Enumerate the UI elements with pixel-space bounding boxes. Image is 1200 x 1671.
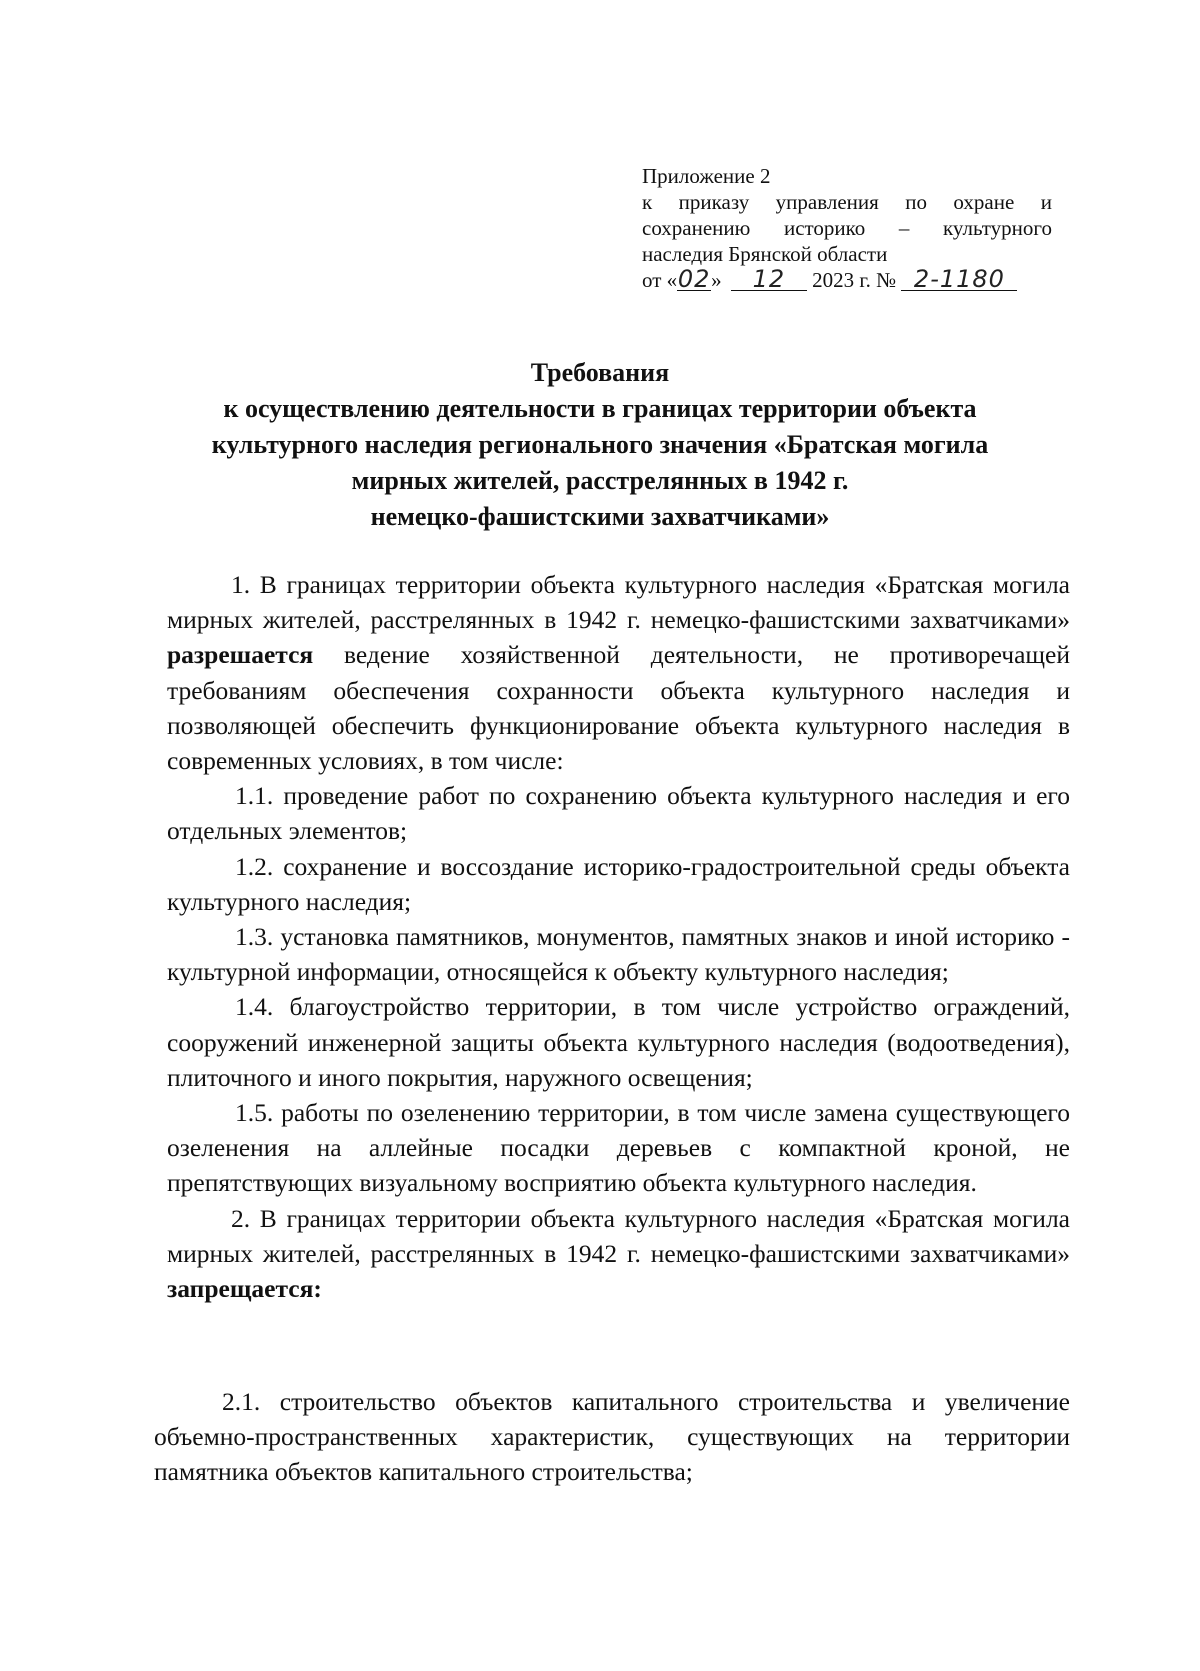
order-reference-line: сохранению историко – культурного (642, 216, 1052, 240)
order-reference-line: к приказу управления по охране и (642, 190, 1052, 214)
title-line: мирных жителей, расстрелянных в 1942 г. (351, 466, 849, 495)
order-date-line (642, 267, 1052, 293)
document-body-continued (154, 1384, 1070, 1490)
section-2-text: 2. В границах территории объекта культурного наследия «Братская могила мирных жителей, расстрелянных в 1942 г. немецко-фашистскими захватчиками» (167, 1203, 1070, 1268)
section-1-text-cont: ведение хозяйственной деятельности, не противоречащей требованиям обеспечения сохранности объекта культурного наследия и позволяющей обеспечить функционирование объекта культурного наследия в современных условиях, в том числе: (167, 640, 1071, 776)
item-1-5: 1.5. работы по озеленению территории, в том числе замена существующего озеленения на аллейные посадки деревьев с компактной кроной, не препятствующих визуальному восприятию объекта культурного наследия. (167, 1098, 1070, 1198)
date-quote: » (711, 268, 722, 292)
item-1-3: 1.3. установка памятников, монументов, памятных знаков и иной историко - культурной информации, относящейся к объекту культурного наследия; (167, 922, 1070, 987)
item-1-4: 1.4. благоустройство территории, в том числе устройство ограждений, сооружений инженерной защиты объекта культурного наследия (водоотведения), плиточного и иного покрытия, наружного освещения; (167, 992, 1070, 1092)
title-line: культурного наследия регионального значения «Братская могила (211, 430, 989, 459)
handwritten-day: 02 (677, 265, 711, 293)
title-line: Требования (530, 358, 670, 387)
item-1-2: 1.2. сохранение и воссоздание историко-градостроительной среды объекта культурного наследия; (167, 851, 1070, 916)
section-1-keyword: разрешается (167, 640, 314, 670)
approval-header (642, 163, 1052, 293)
document-title (150, 355, 1050, 535)
title-line: немецко-фашистскими захватчиками» (370, 502, 830, 531)
section-1 (167, 567, 1070, 778)
appendix-label: Приложение 2 (642, 164, 771, 188)
handwritten-doc-number: 2-1180 (901, 268, 1017, 291)
handwritten-month: 12 (731, 268, 807, 291)
section-1-text: 1. В границах территории объекта культурного наследия «Братская могила мирных жителей, расстрелянных в 1942 г. немецко-фашистскими захватчиками» (167, 570, 1070, 635)
order-reference-line: наследия Брянской области (642, 242, 888, 266)
date-year: 2023 г. № (812, 268, 897, 292)
date-prefix: от « (642, 268, 678, 292)
item-2-1: 2.1. строительство объектов капитального строительства и увеличение объемно-пространственных характеристик, существующих на территории памятника объектов капитального строительства; (154, 1387, 1070, 1487)
title-line: к осуществлению деятельности в границах территории объекта (223, 394, 977, 423)
section-2 (167, 1201, 1070, 1307)
section-2-keyword: запрещается: (167, 1274, 322, 1304)
item-1-1: 1.1. проведение работ по сохранению объекта культурного наследия и его отдельных элементов; (167, 781, 1070, 846)
document-body (167, 567, 1070, 1306)
